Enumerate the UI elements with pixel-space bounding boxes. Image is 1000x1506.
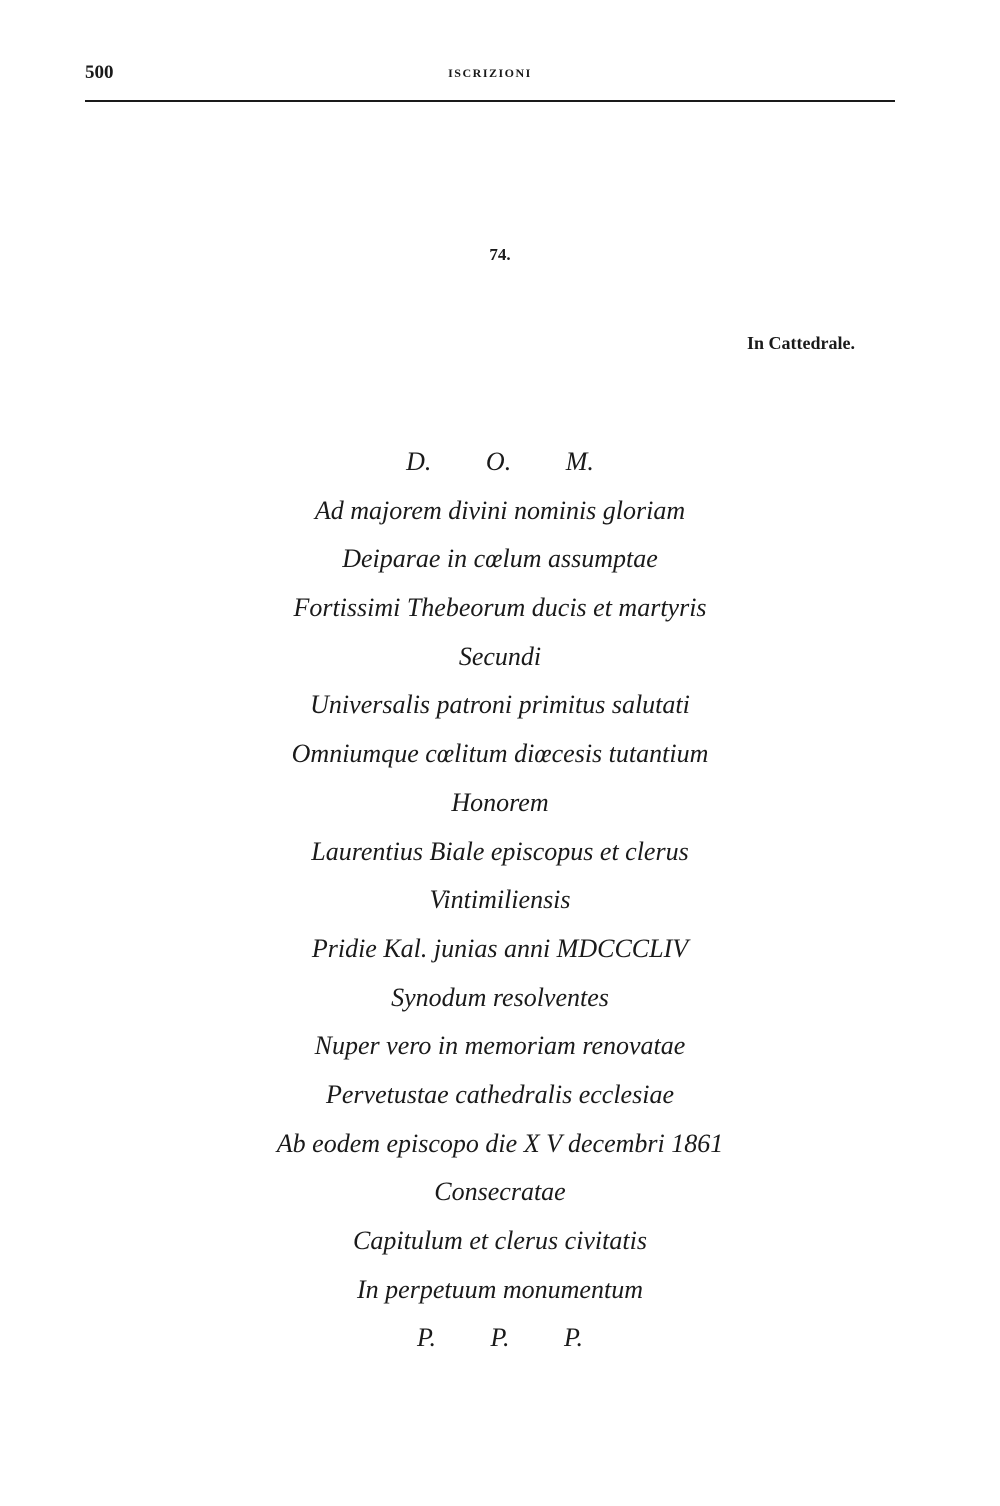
inscription-line: Secundi (458, 641, 542, 671)
inscription-line: Capitulum et clerus civitatis (353, 1226, 647, 1255)
inscription-line: Ab eodem episcopo die X V decembri 1861 (276, 1128, 724, 1158)
entry-number: 74. (489, 245, 511, 264)
running-head: ISCRIZIONI (448, 66, 532, 80)
page-header (85, 62, 895, 102)
inscription-line: Consecratae (434, 1177, 566, 1207)
inscription-line: Deiparae in cœlum assumptae (342, 544, 658, 574)
inscription-line: Nuper vero in memoriam renovatae (314, 1031, 686, 1061)
inscription-line: Pervetustae cathedralis ecclesiae (326, 1079, 674, 1109)
inscription-line: Vintimiliensis (429, 885, 571, 915)
inscription-line: Omniumque cœlitum diœcesis tutantium (291, 739, 709, 769)
inscription-line: Synodum resolventes (391, 982, 609, 1012)
page-number: 500 (85, 62, 114, 83)
inscription-line: Honorem (451, 787, 549, 817)
entry-location: In Cattedrale. (747, 333, 855, 353)
inscription-line: Fortissimi Thebeorum ducis et martyris (293, 593, 707, 623)
header-rule (85, 100, 895, 102)
inscription-line: In perpetuum monumentum (357, 1274, 643, 1304)
inscription-opening: D. O. M. (406, 447, 594, 476)
inscription-text (0, 438, 1000, 1363)
inscription-line: Laurentius Biale episcopus et clerus (311, 836, 689, 866)
inscription-line: Universalis patroni primitus salutati (310, 690, 690, 720)
inscription-line: Pridie Kal. junias anni MDCCCLIV (311, 933, 689, 963)
inscription-closing: P. P. P. (416, 1323, 584, 1353)
inscription-line: Ad majorem divini nominis gloriam (314, 495, 686, 525)
